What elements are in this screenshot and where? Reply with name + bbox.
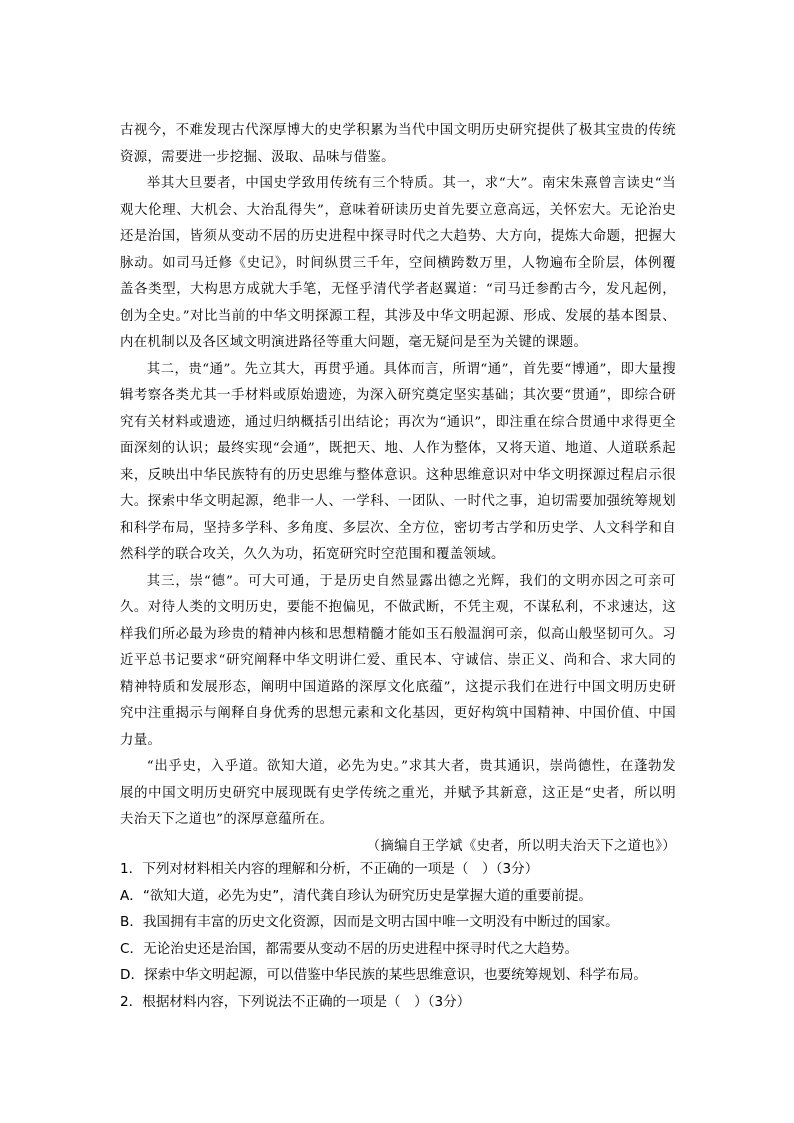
passage-source-citation: （摘编自王学斌《史者，所以明夫治天下之道也》） <box>366 838 676 854</box>
question-1-stem: 1．下列对材料相关内容的理解和分析，不正确的一项是（ ）（3分） <box>120 861 539 877</box>
question-section <box>120 856 676 1015</box>
passage-paragraph-5: “出乎史，入乎道。欲知大道，必先为史。”求其大者，贵其通识，崇尚德性，在蓬勃发展的中国文明历史研究中展现既有史学传统之重光，并赋予其新意，这正是“史者，所以明夫治天下之道也”的深厚意蕴所在。 <box>120 759 676 827</box>
question-1-option-c: C．无论治史还是治国，都需要从变动不居的历史进程中探寻时代之大趋势。 <box>120 940 579 957</box>
question-2-stem: 2．根据材料内容，下列说法不正确的一项是（ ）（3分） <box>120 993 471 1010</box>
question-1-option-b: B．我国拥有丰富的历史文化资源，因而是文明古国中唯一文明没有中断过的国家。 <box>120 914 619 930</box>
passage-paragraph-3: 其二，贵“通”。先立其大，再贯乎通。具体而言，所谓“通”，首先要“博通”，即大量搜辑考察各类尤其一手材料或原始遗迹，为深入研究奠定坚实基础；其次要“贯通”，即综合研究有关材料或遗迹，通过归纳概括引出结论；再次为“通识”，即注重在综合贯通中求得更全面深刻的认识；最终实现“会通”，既把天、地、人作为整体，又将天道、地道、人道联系起来，反映出中华民族特有的历史思维与整体意识。这种思维意识对中华文明探源过程启示很大。探索中华文明起源，绝非一人、一学科、一团队、一时代之事，迫切需要加强统筹规划和科学布局，坚持多学科、多角度、多层次、全方位，密切考古学和历史学、人文科学和自然科学的联合攻关，久久为功，拓宽研究时空范围和覆盖领域。 <box>120 361 676 562</box>
reading-passage <box>120 118 676 860</box>
passage-paragraph-1: 古视今，不难发现古代深厚博大的史学积累为当代中国文明历史研究提供了极其宝贵的传统资源，需要进一步挖掘、汲取、品味与借鉴。 <box>120 123 676 165</box>
question-1-option-a: A．“欲知大道，必先为史”，清代龚自珍认为研究历史是掌握大道的重要前提。 <box>120 887 592 904</box>
passage-paragraph-4: 其三，崇“德”。可大可通，于是历史自然显露出德之光辉，我们的文明亦因之可亲可久。对待人类的文明历史，要能不抱偏见，不做武断，不凭主观，不谋私利，不求速达，这样我们所必最为珍贵的精神内核和思想精髓才能如玉石般温润可亲，似高山般坚韧可久。习近平总书记要求“研究阐释中华文明讲仁爱、重民本、守诚信、崇正义、尚和合、求大同的精神特质和发展形态，阐明中国道路的深厚文化底蕴”，这提示我们在进行中国文明历史研究中注重揭示与阐释自身优秀的思想元素和文化基因，更好构筑中国精神、中国价值、中国力量。 <box>120 573 676 748</box>
question-1-option-d: D．探索中华文明起源，可以借鉴中华民族的某些思维意识，也要统筹规划、科学布局。 <box>120 967 648 983</box>
passage-paragraph-2: 举其大旦要者，中国史学致用传统有三个特质。其一，求“大”。南宋朱熹曾言读史“当观大伦理、大机会、大治乱得失”，意味着研读历史首先要立意高远，关怀宏大。无论治史还是治国，皆须从变动不居的历史进程中探寻时代之大趋势、大方向，提炼大命题，把握大脉动。如司马迁修《史记》，时间纵贯三千年，空间横跨数万里，人物遍布全阶层，体例覆盖各类型，大构思方成就大手笔，无怪乎清代学者赵翼道：“司马迁参酌古今，发凡起例，创为全史。”对比当前的中华文明探源工程，其涉及中华文明起源、形成、发展的基本图景、内在机制以及各区域文明演进路径等重大问题，毫无疑问是至为关键的课题。 <box>120 176 676 350</box>
